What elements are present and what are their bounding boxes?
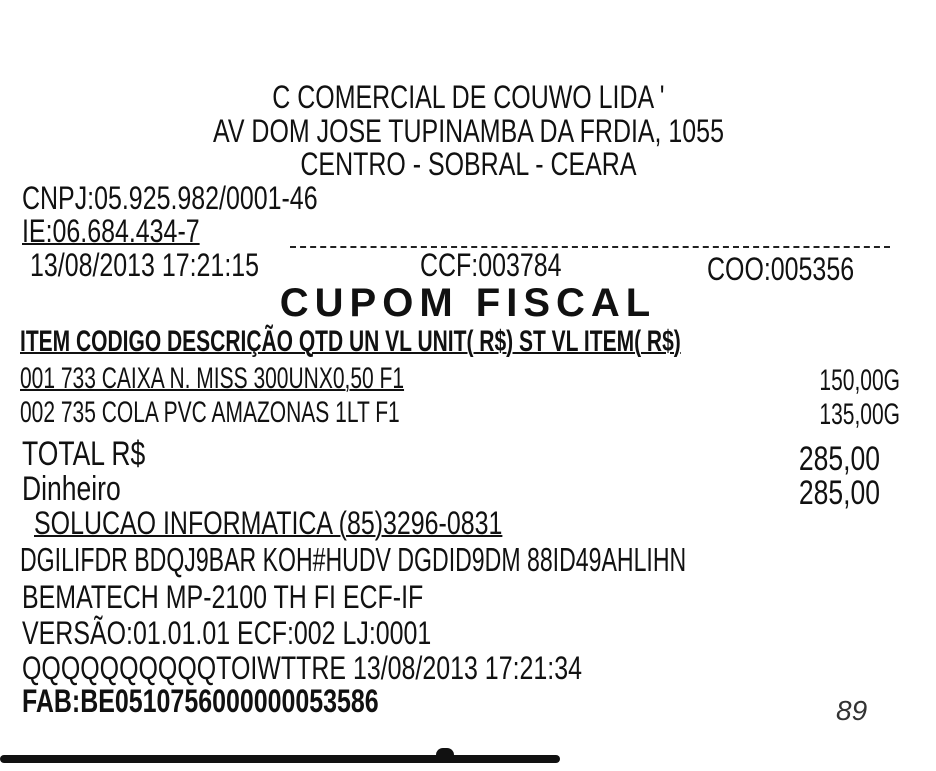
manufacture-number: FAB:BE0510756000000053586 [22, 683, 379, 719]
divider-dashed [290, 246, 890, 248]
items-table-header: ITEM CODIGO DESCRIÇÃO QTD UN VL UNIT( R$) ST VL ITEM( R$) [20, 325, 681, 358]
payment-value: 285,00 [798, 474, 880, 512]
total-label: TOTAL R$ [22, 435, 146, 473]
coo-number: COO:005356 [707, 251, 855, 287]
item-row-2-description: 002 735 COLA PVC AMAZONAS 1LT F1 [20, 396, 400, 429]
item-row-2-value: 135,00G [819, 398, 900, 431]
total-value: 285,00 [798, 440, 880, 478]
receipt-title: CUPOM FISCAL [279, 281, 657, 325]
company-city [0, 147, 936, 181]
printer-model: BEMATECH MP-2100 TH FI ECF-IF [22, 579, 424, 615]
item-row-1-description: 001 733 CAIXA N. MISS 300UNX0,50 F1 [20, 362, 405, 395]
firmware-version: VERSÃO:01.01.01 ECF:002 LJ:0001 [22, 615, 432, 651]
cnpj: CNPJ:05.925.982/0001-46 [22, 180, 318, 216]
item-row-1-value: 150,00G [819, 364, 900, 397]
md5-hash: DGILIFDR BDQJ9BAR KOH#HUDV DGDID9DM 88ID49AHLIHN [20, 541, 687, 578]
company-city-text: CENTRO - SOBRAL - CEARA [299, 146, 637, 182]
company-address-text: AV DOM JOSE TUPINAMBA DA FRDIA, 1055 [212, 113, 724, 149]
state-registration: IE:06.684.434-7 [22, 213, 200, 249]
company-name-text: C COMERCIAL DE COUWO LIDA ' [271, 79, 665, 115]
software-vendor: SOLUCAO INFORMATICA (85)3296-0831 [34, 505, 503, 541]
company-name [0, 80, 936, 114]
company-address [0, 114, 936, 148]
authentication-line: QQQQQQQQQQTOIWTTRE 13/08/2013 17:21:34 [22, 650, 582, 686]
tear-edge [0, 755, 560, 763]
payment-method-label: Dinheiro [22, 470, 121, 508]
handwritten-mark: 89 [836, 695, 868, 726]
receipt-datetime: 13/08/2013 17:21:15 [30, 247, 260, 283]
tear-edge-blot [436, 748, 454, 762]
ccf-number: CCF:003784 [420, 247, 562, 283]
